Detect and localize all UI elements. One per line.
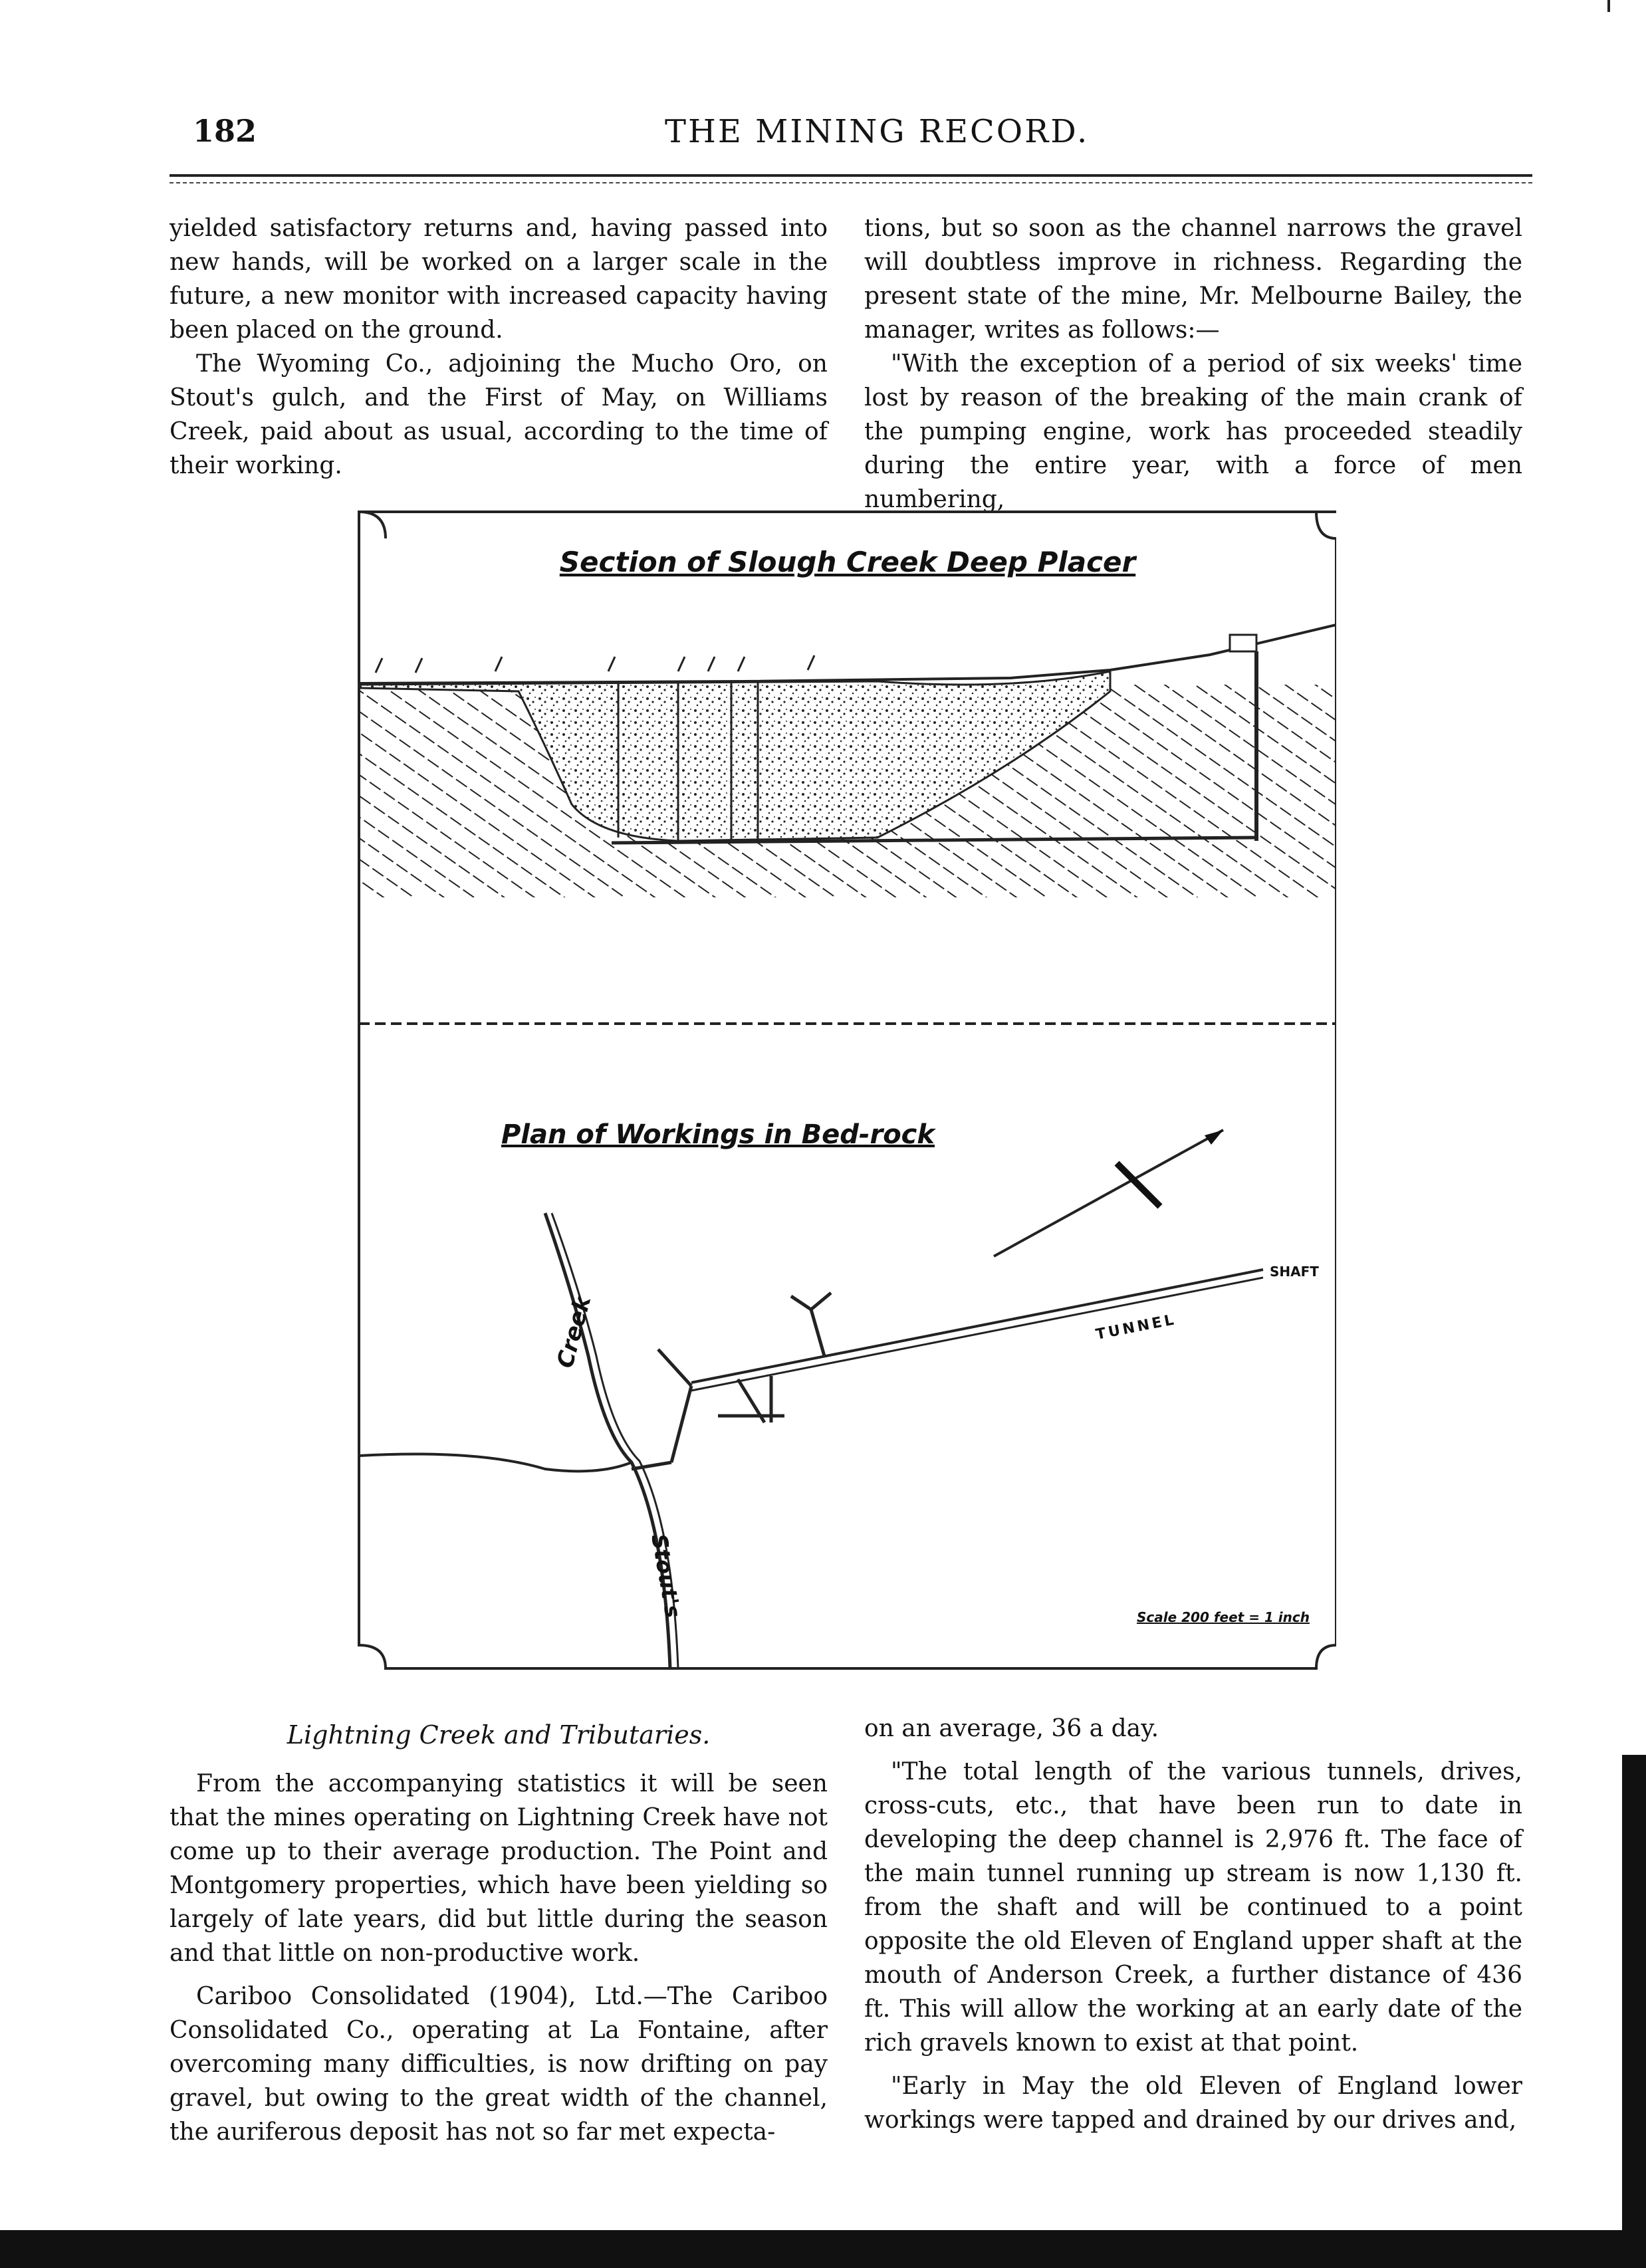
- top-left-column: [170, 211, 828, 483]
- tributary: [359, 1454, 632, 1472]
- paragraph: "With the exception of a period of six weeks' time lost by reason of the breaking of the main crank of the pumping engine, work has proceeded steadily during the entire year, with a force of men numbering,: [864, 350, 1522, 513]
- paragraph: "Early in May the old Eleven of England lower workings were tapped and drained by our drives and,: [864, 2073, 1522, 2134]
- page-bottom-bar: [0, 2230, 1646, 2268]
- mine-diagram-figure: [346, 492, 1336, 1688]
- shaft-label: SHAFT: [1270, 1264, 1319, 1280]
- paragraph: on an average, 36 a day.: [864, 1715, 1159, 1742]
- creek: [545, 1213, 670, 1668]
- header-rule-dashed: [170, 182, 1532, 183]
- paragraph: The Wyoming Co., adjoining the Mucho Oro, on Stout's gulch, and the First of May, on Williams Creek, paid about as usual, according to the time of their working.: [170, 350, 828, 479]
- bottom-left-column: [170, 1712, 828, 2149]
- page-edge-bar: [1622, 1755, 1646, 2247]
- page-edge-mark: [1607, 0, 1610, 12]
- section-heading: Lightning Creek and Tributaries.: [287, 1720, 711, 1750]
- north-arrow: [994, 1130, 1223, 1256]
- plan-title: Plan of Workings in Bed-rock: [501, 1119, 935, 1150]
- paragraph: yielded satisfactory returns and, having passed into new hands, will be worked on a larger scale in the future, a new monitor with increased capacity having been placed on the ground.: [170, 215, 828, 344]
- paragraph: Cariboo Consolidated (1904), Ltd.—The Cariboo Consolidated Co., operating at La Fontaine, after overcoming many difficulties, is now drifting on pay gravel, but owing to the great width of the channel, the auriferous deposit has not so far met expecta-: [170, 1983, 828, 2146]
- scale-label: Scale 200 feet = 1 inch: [1137, 1609, 1310, 1625]
- bottom-right-column: [864, 1712, 1522, 2137]
- top-right-column: [864, 211, 1522, 516]
- section-title: Section of Slough Creek Deep Placer: [559, 546, 1136, 578]
- tunnel-label: TUNNEL: [1094, 1311, 1178, 1343]
- header-rule: [170, 174, 1532, 177]
- shaft-house: [1230, 635, 1256, 651]
- running-title: THE MINING RECORD.: [665, 113, 1090, 150]
- stouts-label: Stout's: [646, 1531, 686, 1620]
- surface-line: [359, 625, 1336, 683]
- creek-label: Creek: [552, 1293, 597, 1371]
- paragraph: "The total length of the various tunnels, drives, cross-cuts, etc., that have been run to date in developing the deep channel is 2,976 ft. The face of the main tunnel running up stream is now 1,130 ft. from the shaft and will be continued to a point opposite the old Eleven of England upper shaft at the mouth of Anderson Creek, a further distance of 436 ft. This will allow the working at an early date of the rich gravels known to exist at that point.: [864, 1758, 1522, 2057]
- page-number: 182: [193, 113, 257, 149]
- paragraph: tions, but so soon as the channel narrows the gravel will doubtless improve in richness. Regarding the present state of the mine, Mr. Melbourne Bailey, the manager, writes as follows:—: [864, 215, 1522, 344]
- paragraph: From the accompanying statistics it will be seen that the mines operating on Lightning Creek have not come up to their average production. The Point and Montgomery properties, which have been yielding so largely of late years, did but little during the season and that little on non-productive work.: [170, 1770, 828, 1967]
